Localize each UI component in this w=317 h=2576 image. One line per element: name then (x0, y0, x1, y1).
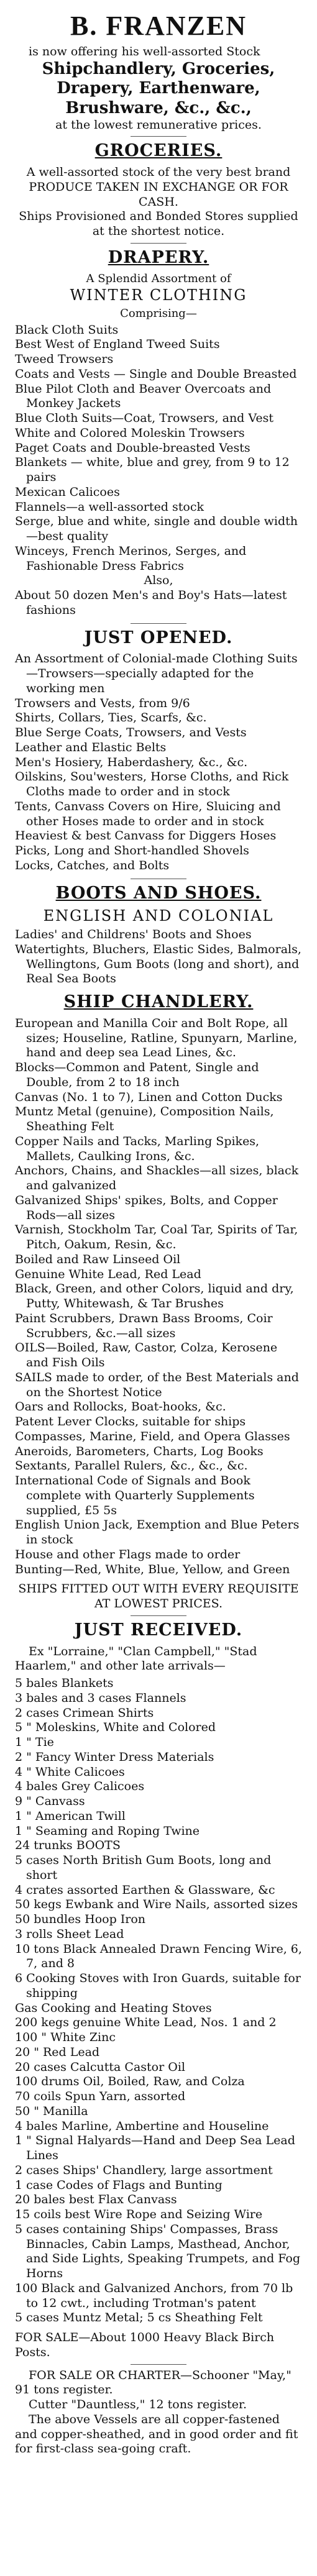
list-item: Black Cloth Suits (15, 322, 119, 337)
just-opened-section (15, 628, 302, 874)
list-item: 50 bundles Hoop Iron (15, 1912, 146, 1927)
list-item: Oilskins, Sou'westers, Horse Cloths, and Rick Cloths made to order and in stock (15, 770, 289, 799)
list-item: Blankets — white, blue and grey, from 9 to 12 pairs (15, 455, 290, 485)
list-item: 1 " Tie (15, 1735, 54, 1750)
intro-line: Brushware, &c., &c., (65, 98, 252, 117)
list-item: 20 cases Calcutta Castor Oil (15, 2060, 185, 2074)
charter-line: The above Vessels are all copper-fastened and copper-sheathed, and in good order and fit for first-class sea-going craft. (15, 2412, 298, 2456)
list-item: 5 cases Muntz Metal; 5 cs Sheathing Felt (15, 2311, 263, 2325)
list-item: Blue Cloth Suits—Coat, Trowsers, and Vest (15, 411, 273, 426)
list-item: 100 drums Oil, Boiled, Raw, and Colza (15, 2075, 245, 2089)
list-item: Muntz Metal (genuine), Composition Nails, Sheathing Felt (15, 1105, 274, 1134)
list-item: Copper Nails and Tacks, Marling Spikes, Mallets, Caulking Irons, &c. (15, 1134, 260, 1163)
list-item: Paint Scrubbers, Drawn Bass Brooms, Coir Scrubbers, &c.—all sizes (15, 1311, 273, 1340)
list-item: 5 bales Blankets (15, 1676, 114, 1691)
for-sale-line: FOR SALE—About 1000 Heavy Black Birch Posts. (15, 2331, 275, 2359)
intro-line: at the lowest remunerative prices. (55, 117, 262, 132)
list-item: Also, (144, 573, 173, 588)
list-item: Ladies' and Childrens' Boots and Shoes (15, 928, 252, 942)
list-item: 4 bales Marline, Ambertine and Houseline (15, 2119, 269, 2133)
list-item: House and other Flags made to order (15, 1547, 241, 1561)
boots-section (15, 883, 302, 987)
list-item: Watertights, Bluchers, Elastic Sides, Balmorals, Wellingtons, Gum Boots (long and short), and Real Sea Boots (15, 942, 301, 986)
drapery-subtitle: A Splendid Assortment of (86, 272, 231, 285)
list-item: Leather and Elastic Belts (15, 740, 167, 754)
list-item: Heaviest & best Canvass for Diggers Hoses (15, 829, 277, 843)
list-item: 5 cases containing Ships' Compasses, Brass Binnacles, Cabin Lamps, Masthead, Anchor, and Side Lights, Speaking Trumpets, and Fog Horns (15, 2222, 301, 2281)
list-item: International Code of Signals and Book complete with Quarterly Supplements supplied, £5 5s (15, 1474, 255, 1517)
list-item: Anchors, Chains, and Shackles—all sizes, black and galvanized (15, 1164, 299, 1193)
just-received-list (15, 1676, 302, 2326)
list-item: Black, Green, and other Colors, liquid and dry, Putty, Whitewash, & Tar Brushes (15, 1282, 294, 1311)
list-item: 4 bales Grey Calicoes (15, 1779, 145, 1794)
list-item: Boiled and Raw Linseed Oil (15, 1252, 181, 1266)
list-item: Tweed Trowsers (15, 352, 114, 367)
list-item: 1 " Signal Halyards—Hand and Deep Sea Lead Lines (15, 2134, 295, 2163)
list-item: Shirts, Collars, Ties, Scarfs, &c. (15, 711, 207, 725)
divider (131, 1615, 186, 1616)
list-item: Picks, Long and Short-handled Shovels (15, 844, 249, 858)
drapery-section (15, 247, 302, 618)
list-item: Blue Pilot Cloth and Beaver Overcoats and Monkey Jackets (15, 381, 272, 411)
list-item: 50 " Manilla (15, 2104, 88, 2118)
list-item: 70 coils Spun Yarn, assorted (15, 2090, 186, 2104)
divider (131, 136, 186, 137)
just-received-heading: JUST RECEIVED. (74, 1620, 243, 1640)
just-opened-heading: JUST OPENED. (84, 628, 233, 647)
charter-section (15, 2368, 302, 2457)
groceries-line: PRODUCE TAKEN IN EXCHANGE OR FOR CASH. (29, 180, 288, 209)
ship-chandlery-heading: SHIP CHANDLERY. (63, 992, 254, 1012)
list-item: English Union Jack, Exemption and Blue Peters in stock (15, 1518, 300, 1547)
list-item: Flannels—a well-assorted stock (15, 500, 204, 514)
charter-line: Cutter "Dauntless," 12 tons register. (29, 2398, 247, 2412)
list-item: Compasses, Marine, Field, and Opera Glasses (15, 1429, 290, 1443)
list-item: 10 tons Black Annealed Drawn Fencing Wire, 6, 7, and 8 (15, 1942, 302, 1971)
ship-chandlery-list (15, 1016, 302, 1578)
list-item: 200 kegs genuine White Lead, Nos. 1 and 2 (15, 2016, 277, 2030)
list-item: Canvas (No. 1 to 7), Linen and Cotton Ducks (15, 1090, 283, 1104)
just-opened-list (15, 652, 302, 873)
list-item: An Assortment of Colonial-made Clothing Suits—Trowsers—specially adapted for the working men (15, 652, 298, 695)
list-item: 1 " American Twill (15, 1809, 126, 1823)
just-received-section (15, 1620, 302, 2360)
list-item: Trowsers and Vests, from 9/6 (15, 696, 190, 710)
list-item: White and Colored Moleskin Trowsers (15, 426, 245, 440)
list-item: Serge, blue and white, single and double width—best quality (15, 514, 298, 544)
list-item: Genuine White Lead, Red Lead (15, 1267, 201, 1281)
list-item: 4 crates assorted Earthen & Glassware, &c (15, 1883, 275, 1897)
list-item: 100 Black and Galvanized Anchors, from 70 lb to 12 cwt., including Trotman's patent (15, 2281, 293, 2310)
charter-line: FOR SALE OR CHARTER—Schooner "May," 91 tons register. (15, 2368, 292, 2397)
list-item: Coats and Vests — Single and Double Breasted (15, 367, 297, 381)
intro-block (15, 45, 302, 132)
boots-list (15, 928, 302, 987)
divider (131, 623, 186, 624)
list-item: 5 " Moleskins, White and Colored (15, 1720, 216, 1735)
list-item: Tents, Canvass Covers on Hire, Sluicing and other Hoses made to order and in stock (15, 799, 281, 828)
list-item: Men's Hosiery, Haberdashery, &c., &c. (15, 755, 248, 769)
masthead-name: B. FRANZEN (70, 11, 247, 41)
list-item: Sextants, Parallel Rulers, &c., &c., &c. (15, 1459, 248, 1473)
list-item: Blocks—Common and Patent, Single and Double, from 2 to 18 inch (15, 1061, 259, 1089)
list-item: Varnish, Stockholm Tar, Coal Tar, Spirits of Tar, Pitch, Oakum, Resin, &c. (15, 1223, 298, 1252)
list-item: 9 " Canvass (15, 1794, 85, 1809)
list-item: Bunting—Red, White, Blue, Yellow, and Green (15, 1562, 290, 1576)
list-item: 20 bales best Flax Canvass (15, 2193, 177, 2207)
list-item: Mexican Calicoes (15, 485, 120, 499)
list-item: About 50 dozen Men's and Boy's Hats—latest fashions (15, 588, 287, 617)
divider (131, 243, 186, 244)
groceries-section (15, 140, 302, 239)
list-item: European and Manilla Coir and Bolt Rope, all sizes; Houseline, Ratline, Spunyarn, Marline, hand and deep sea Lead Lines, &c. (15, 1016, 298, 1060)
list-item: 24 trunks BOOTS (15, 1838, 121, 1853)
groceries-line: A well-assorted stock of the very best brand (26, 165, 291, 180)
list-item: Patent Lever Clocks, suitable for ships (15, 1415, 246, 1429)
drapery-caps-title: WINTER CLOTHING (70, 286, 247, 304)
just-received-intro: Ex "Lorraine," "Clan Campbell," "Stad Haarlem," and other late arrivals— (15, 1644, 257, 1673)
list-item: SAILS made to order, of the Best Materials and on the Shortest Notice (15, 1370, 299, 1399)
list-item: Locks, Catches, and Bolts (15, 858, 170, 872)
boots-caps-title: ENGLISH AND COLONIAL (43, 907, 274, 925)
list-item: Oars and Rollocks, Boat-hooks, &c. (15, 1400, 226, 1414)
boots-heading: BOOTS AND SHOES. (55, 883, 262, 903)
list-item: 50 kegs Ewbank and Wire Nails, assorted sizes (15, 1898, 298, 1912)
list-item: 100 " White Zinc (15, 2030, 116, 2045)
list-item: 5 cases North British Gum Boots, long and short (15, 1853, 272, 1882)
divider (131, 2364, 186, 2365)
intro-line: Drapery, Earthenware, (57, 79, 260, 98)
list-item: 1 case Codes of Flags and Bunting (15, 2178, 223, 2192)
list-item: 3 bales and 3 cases Flannels (15, 1691, 186, 1705)
ship-chandlery-footer: SHIPS FITTED OUT WITH EVERY REQUISITE AT LOWEST PRICES. (18, 1582, 299, 1611)
list-item: OILS—Boiled, Raw, Castor, Colza, Kerosene and Fish Oils (15, 1341, 278, 1370)
list-item: Gas Cooking and Heating Stoves (15, 2001, 212, 2015)
list-item: Aneroids, Barometers, Charts, Log Books (15, 1444, 264, 1458)
list-item: Winceys, French Merinos, Serges, and Fashionable Dress Fabrics (15, 544, 247, 573)
list-item: 1 " Seaming and Roping Twine (15, 1824, 200, 1838)
list-item: 20 " Red Lead (15, 2045, 100, 2059)
list-item: 6 Cooking Stoves with Iron Guards, suitable for shipping (15, 1971, 301, 2000)
ship-chandlery-section (15, 992, 302, 1612)
groceries-line: Ships Provisioned and Bonded Stores supplied at the shortest notice. (19, 209, 298, 239)
list-item: 2 cases Crimean Shirts (15, 1706, 154, 1720)
list-item: 3 rolls Sheet Lead (15, 1927, 124, 1941)
drapery-comprising: Comprising— (120, 307, 197, 321)
list-item: Galvanized Ships' spikes, Bolts, and Copper Rods—all sizes (15, 1193, 278, 1222)
drapery-list (15, 323, 302, 618)
intro-line: Shipchandlery, Groceries, (42, 60, 275, 79)
list-item: Best West of England Tweed Suits (15, 337, 220, 352)
intro-line: is now offering his well-assorted Stock (29, 45, 260, 59)
list-item: Blue Serge Coats, Trowsers, and Vests (15, 726, 247, 740)
drapery-heading: DRAPERY. (108, 247, 209, 267)
list-item: 15 coils best Wire Rope and Seizing Wire (15, 2208, 263, 2222)
list-item: 4 " White Calicoes (15, 1765, 125, 1779)
list-item: Paget Coats and Double-breasted Vests (15, 441, 250, 455)
list-item: 2 cases Ships' Chandlery, large assortment (15, 2163, 273, 2177)
list-item: 2 " Fancy Winter Dress Materials (15, 1750, 214, 1764)
groceries-heading: GROCERIES. (94, 141, 223, 161)
